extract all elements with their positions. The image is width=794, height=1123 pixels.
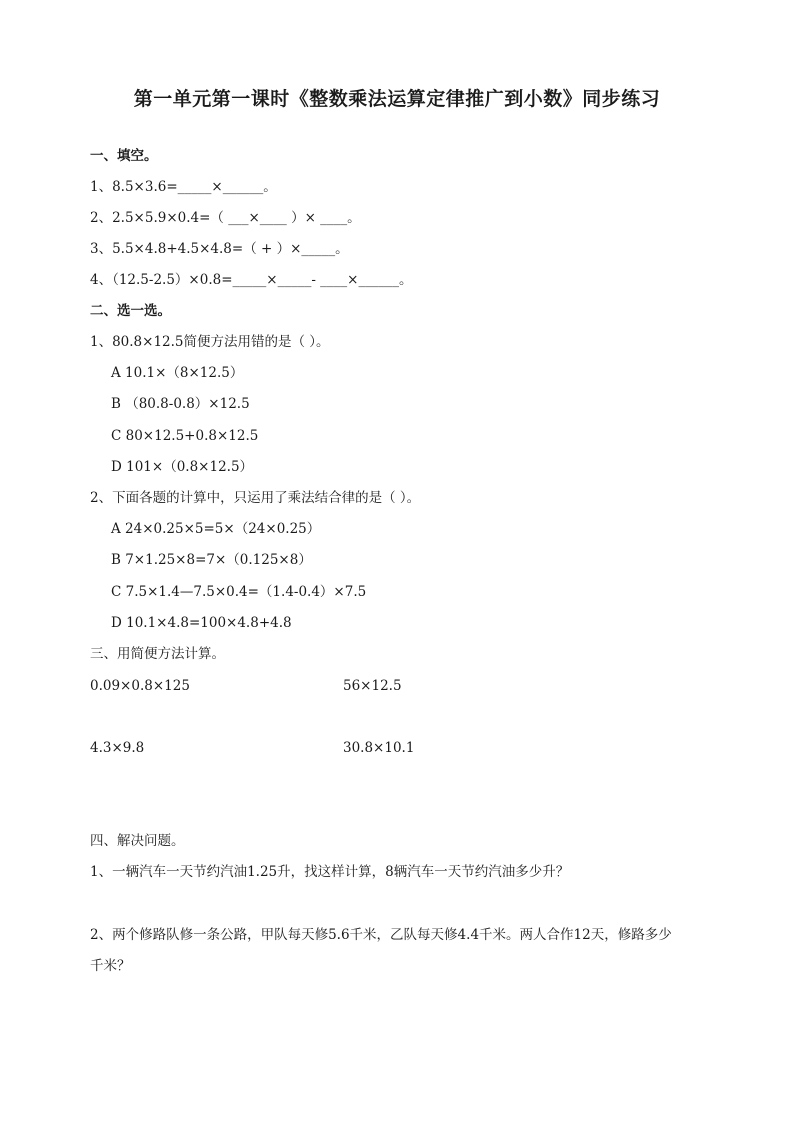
choice-q2-option-b: B 7×1.25×8=7×（0.125×8） bbox=[111, 552, 312, 568]
choice-q1-option-b: B （80.8-0.8）×12.5 bbox=[111, 396, 250, 412]
section3-heading: 三、用简便方法计算。 bbox=[90, 646, 225, 662]
choice-q1-option-a: A 10.1×（8×12.5） bbox=[111, 365, 244, 381]
choice-question-1: 1、80.8×12.5简便方法用错的是（ ）。 bbox=[90, 334, 330, 350]
choice-q2-option-a: A 24×0.25×5=5×（24×0.25） bbox=[111, 521, 321, 537]
calc-problem-1: 0.09×0.8×125 bbox=[90, 678, 190, 694]
fill-blank-item-3: 3、5.5×4.8+4.5×4.8=（ + ）×_____。 bbox=[90, 241, 349, 257]
calc-problem-3: 4.3×9.8 bbox=[90, 740, 145, 756]
choice-question-2: 2、下面各题的计算中，只运用了乘法结合律的是（ ）。 bbox=[90, 490, 421, 506]
calc-problem-2: 56×12.5 bbox=[343, 678, 402, 694]
fill-blank-item-1: 1、8.5×3.6=_____×______。 bbox=[90, 179, 277, 195]
fill-blank-item-4: 4、（12.5-2.5）×0.8=_____×_____- ____×______。 bbox=[90, 272, 413, 288]
word-problem-1: 1、一辆汽车一天节约汽油1.25升，找这样计算，8辆汽车一天节约汽油多少升？ bbox=[90, 864, 570, 880]
choice-q1-option-d: D 101×（0.8×12.5） bbox=[111, 459, 254, 475]
choice-q1-option-c: C 80×12.5+0.8×12.5 bbox=[111, 428, 259, 444]
word-problem-2-line-2: 千米？ bbox=[90, 958, 131, 974]
section2-heading: 二、选一选。 bbox=[90, 303, 171, 319]
section4-heading: 四、解决问题。 bbox=[90, 833, 185, 849]
calc-problem-4: 30.8×10.1 bbox=[343, 740, 415, 756]
page-title: 第一单元第一课时《整数乘法运算定律推广到小数》同步练习 bbox=[133, 88, 661, 110]
word-problem-2-line-1: 2、两个修路队修一条公路，甲队每天修5.6千米，乙队每天修4.4千米。两人合作12天，修路多少 bbox=[90, 927, 672, 943]
choice-q2-option-d: D 10.1×4.8=100×4.8+4.8 bbox=[111, 615, 292, 631]
section1-heading: 一、填空。 bbox=[90, 148, 158, 164]
choice-q2-option-c: C 7.5×1.4—7.5×0.4=（1.4-0.4）×7.5 bbox=[111, 584, 367, 600]
fill-blank-item-2: 2、2.5×5.9×0.4=（ ___×____ ）× ____。 bbox=[90, 210, 361, 226]
